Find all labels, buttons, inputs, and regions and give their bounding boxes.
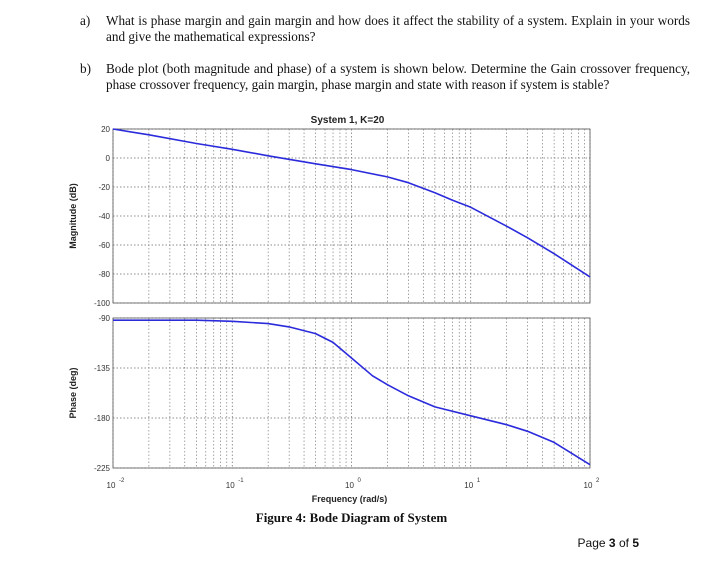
- phase-y-tick-label: -180: [93, 414, 110, 423]
- figure-caption: [0, 510, 715, 526]
- phase-y-axis-label: Phase (deg): [68, 367, 78, 419]
- magnitude-y-tick-label: -60: [98, 241, 110, 250]
- x-tick-label: [107, 478, 125, 490]
- phase-panel: [68, 314, 590, 473]
- magnitude-y-tick-label: -20: [98, 183, 110, 192]
- x-tick-label: [226, 478, 244, 490]
- question-b-text: Bode plot (both magnitude and phase) of a system is shown below. Determine the Gain crossover frequency, phase crossover frequency, gain margin, phase margin and state with reason if system is stable?: [106, 61, 690, 92]
- question-a-text: What is phase margin and gain margin and how does it affect the stability of a system. Explain in your words and give the mathematical expressions?: [106, 13, 690, 44]
- x-tick-label: [464, 478, 480, 490]
- x-tick-base: 10: [464, 481, 474, 490]
- magnitude-y-tick-label: 0: [105, 154, 110, 163]
- phase-y-tick-label: -90: [98, 314, 110, 323]
- question-b-label: b): [80, 61, 91, 76]
- x-tick-base: 10: [106, 481, 116, 490]
- x-tick-exponent: 1: [476, 478, 481, 484]
- page-prefix: Page: [577, 536, 606, 550]
- x-axis-label: Frequency (rad/s): [311, 494, 388, 504]
- x-tick-base: 10: [583, 481, 593, 490]
- phase-y-tick-label: -135: [93, 364, 110, 373]
- chart-title: System 1, K=20: [310, 115, 385, 126]
- figure-caption-text: Figure 4: Bode Diagram of System: [255, 510, 448, 525]
- page-total: 5: [632, 536, 639, 550]
- x-tick-base: 10: [225, 481, 235, 490]
- question-a-label: a): [80, 13, 91, 28]
- magnitude-y-tick-label: 20: [101, 125, 110, 134]
- x-tick-label: [345, 478, 361, 490]
- magnitude-panel: [68, 125, 590, 308]
- x-tick-base: 10: [345, 481, 354, 490]
- page-middle: of: [618, 536, 629, 550]
- x-tick-exponent: 0: [357, 478, 361, 484]
- magnitude-y-tick-label: -80: [98, 270, 110, 279]
- x-tick-exponent: -1: [238, 478, 244, 484]
- magnitude-y-tick-label: -40: [98, 212, 110, 221]
- phase-y-tick-label: -225: [93, 464, 110, 473]
- x-tick-label: [584, 478, 600, 490]
- page-footer: [578, 536, 639, 550]
- x-tick-exponent: 2: [596, 478, 600, 484]
- page-current: 3: [608, 536, 616, 550]
- magnitude-y-axis-label: Magnitude (dB): [68, 183, 78, 249]
- x-tick-exponent: -2: [119, 478, 125, 484]
- magnitude-y-tick-label: -100: [93, 299, 110, 308]
